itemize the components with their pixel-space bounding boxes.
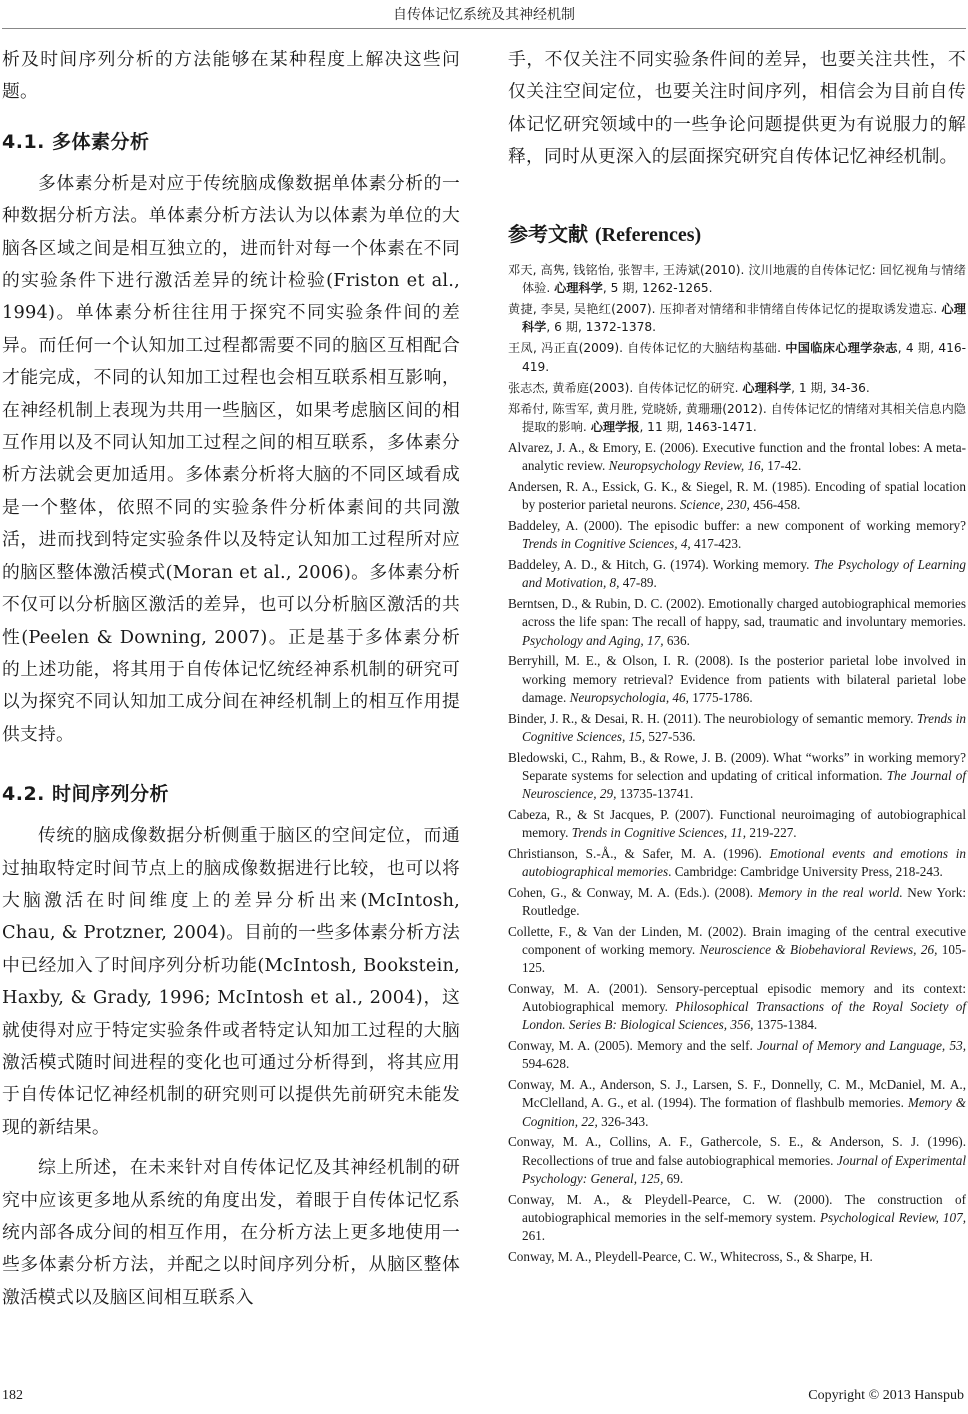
reference-pages: . New York: Routledge. <box>522 884 967 919</box>
reference-source: 心理科学 <box>742 380 792 395</box>
reference-entry <box>508 261 966 298</box>
section-4-2-heading: 4.2. 时间序列分析 <box>2 783 169 806</box>
reference-text: 黄捷, 李昊, 吴艳红(2007). 压抑者对情绪和非情绪自传体记忆的提取诱发遗忘. <box>508 302 942 317</box>
reference-entry <box>508 1191 966 1246</box>
reference-text: Cabeza, R., & St Jacques, P. (2007). Functional neuroimaging of autobiographical memory. <box>508 806 966 841</box>
reference-entry <box>508 400 966 437</box>
section-4-1-paragraph: 多体素分析是对应于传统脑成像数据单体素分析的一种数据分析方法。单体素分析方法认为以体素为单位的大脑各区域之间是相互独立的，进而针对每一个体素在不同的实验条件下进行激活差异的统计检验(Friston et al., 1994)。单体素分析往往用于探究不同实验条件间的差异。而任何一个认知加工过程都需要不同的脑区互相配合才能完成，不同的认知加工过程也会相互联系相互影响，在神经机制上表现为共用一些脑区，如果考虑脑区间的相互作用以及不同认知加工过程之间的相互联系，多体素分析方法就会更加适用。多体素分析将大脑的不同区域看成是一个整体，依照不同的实验条件分析体素间的共同激活，进而找到特定实验条件以及特定认知加工过程所对应的脑区整体激活模式(Moran et al., 2006)。多体素分析不仅可以分析脑区激活的差异，也可以分析脑区激活的共性(Peelen & Downing, 2007)。正是基于多体素分析的上述功能，将其用于自传体记忆统经神系机制的研究可以为探究不同认知加工成分间在神经机制上的相互作用提供支持。 <box>2 172 460 745</box>
running-header: 自传体记忆系统及其神经机制 <box>393 7 575 23</box>
reference-pages: , 6 期, 1372-1378. <box>546 320 656 335</box>
reference-pages: 17-42. <box>763 458 802 474</box>
reference-text: Baddeley, A. D., & Hitch, G. (1974). Working memory. <box>508 557 814 573</box>
reference-pages: 1375-1384. <box>753 1017 818 1033</box>
reference-text: Conway, M. A. (2001). Sensory-perceptual episodic memory and its context: Autobiographical memory. <box>508 981 966 1015</box>
reference-entry <box>508 749 966 804</box>
reference-source: Psychological Review, 107, <box>819 1209 966 1225</box>
references-title-en: (References) <box>594 223 702 246</box>
reference-text: Binder, J. R., & Desai, R. H. (2011). The neurobiology of semantic memory. <box>508 710 917 726</box>
references-title-zh: 参考文献 <box>508 221 588 246</box>
reference-entry <box>508 595 966 650</box>
reference-entry <box>508 1037 966 1073</box>
reference-source: Journal of Memory and Language, 53, <box>757 1038 966 1054</box>
header-divider <box>2 28 966 29</box>
reference-entry <box>508 517 966 553</box>
reference-source: Neuropsychology Review, 16, <box>608 458 764 474</box>
reference-entry <box>508 884 966 920</box>
reference-pages: 527-536. <box>645 728 696 744</box>
page-number: 182 <box>2 1388 23 1403</box>
reference-source: Journal of Experimental Psychology: General, 125, <box>522 1152 967 1186</box>
reference-pages: 105-125. <box>522 942 966 976</box>
reference-source: Philosophical Transactions of the Royal Society of London. Series B: Biological Sciences, 356, <box>522 999 966 1033</box>
reference-pages: 261. <box>522 1228 546 1244</box>
reference-entry <box>508 1076 966 1131</box>
reference-text: Bledowski, C., Rahm, B., & Rowe, J. B. (2009). What “works” in working memory? Separate systems for selection and updating of critical information. <box>508 749 966 783</box>
reference-entry <box>508 300 966 337</box>
reference-source: Emotional events and emotions in autobiographical memories <box>522 845 966 880</box>
reference-entry <box>508 379 966 397</box>
left-column <box>2 44 460 1314</box>
reference-entry <box>508 980 966 1035</box>
right-column <box>508 44 966 1269</box>
summary-paragraph-end: 手，不仅关注不同实验条件间的差异，也要关注共性，不仅关注空间定位，也要关注时间序列，相信会为目前自传体记忆研究领域中的一些争论问题提供更为有说服力的解释，同时从更深入的层面探究研究自传体记忆神经机制。 <box>508 49 966 168</box>
reference-source: Science, 230, <box>679 497 750 513</box>
reference-entry <box>508 923 966 978</box>
reference-list <box>508 261 966 1266</box>
reference-entry <box>508 339 966 376</box>
reference-source: Trends in Cognitive Sciences, 15, <box>522 710 966 744</box>
reference-text: Berntsen, D., & Rubin, D. C. (2002). Emotionally charged autobiographical memories across the life span: The recall of happy, sad, traumatic and involuntary memories. <box>508 596 966 630</box>
reference-source: 心理学报 <box>590 420 640 435</box>
reference-entry <box>508 439 966 475</box>
reference-source: Trends in Cognitive Sciences, 11, <box>571 825 747 841</box>
reference-text: Conway, M. A., Pleydell-Pearce, C. W., Whitecross, S., & Sharpe, H. <box>508 1248 873 1264</box>
copyright-notice: Copyright © 2013 Hanspub <box>808 1388 964 1403</box>
section-4-2-paragraph: 传统的脑成像数据分析侧重于脑区的空间定位，而通过抽取特定时间节点上的脑成像数据进行比较，也可以将大脑激活在时间维度上的差异分析出来(McIntosh, Chau, & Protzner, 2004)。目前的一些多体素分析方法中已经加入了时间序列分析功能(McIntosh, Bookstein, Haxby, & Grady, 1996; McIntosh et al., 2004)，这就使得对应于特定实验条件或者特定认知加工过程的大脑激活模式随时间进程的变化也可通过分析得到，将其应用于自传体记忆神经机制的研究则可以提供先前研究未能发现的新结果。 <box>2 825 460 1138</box>
reference-pages: 1775-1786. <box>688 689 753 705</box>
reference-text: 王凤, 冯正直(2009). 自传体记忆的大脑结构基础. <box>508 341 786 356</box>
reference-pages: , 5 期, 1262-1265. <box>602 281 713 296</box>
reference-pages: . Cambridge: Cambridge University Press, 218-243. <box>668 864 943 880</box>
reference-source: The Psychology of Learning and Motivation, 8, <box>522 557 966 591</box>
reference-source: Neuroscience & Biobehavioral Reviews, 26, <box>699 942 938 958</box>
reference-pages: 326-343. <box>597 1113 649 1129</box>
reference-text: Cohen, G., & Conway, M. A. (Eds.). (2008). <box>508 884 758 900</box>
reference-pages: 456-458. <box>749 497 801 513</box>
reference-text: Alvarez, J. A., & Emory, E. (2006). Executive function and the frontal lobes: A meta-analytic review. <box>508 440 966 474</box>
intro-paragraph: 析及时间序列分析的方法能够在某种程度上解决这些问题。 <box>2 49 460 103</box>
reference-text: Collette, F., & Van der Linden, M. (2002). Brain imaging of the central executive component of working memory. <box>508 923 966 958</box>
reference-entry <box>508 710 966 746</box>
reference-text: Christianson, S.-Å., & Safer, M. A. (1996). <box>508 845 770 861</box>
reference-text: Andersen, R. A., Essick, G. K., & Siegel, R. M. (1985). Encoding of spatial location by posterior parietal neurons. <box>508 479 966 513</box>
reference-text: Baddeley, A. (2000). The episodic buffer: a new component of working memory? <box>508 518 966 534</box>
reference-pages: 47-89. <box>619 575 657 591</box>
reference-source: Memory & Cognition, 22, <box>522 1095 966 1129</box>
reference-entry <box>508 478 966 514</box>
reference-text: Conway, M. A., & Pleydell-Pearce, C. W. (2000). The construction of autobiographical memories in the self-memory system. <box>508 1191 966 1225</box>
reference-pages: 594-628. <box>522 1056 570 1072</box>
reference-pages: 636. <box>663 632 690 648</box>
reference-source: 心理科学 <box>554 281 603 296</box>
reference-source: Trends in Cognitive Sciences, 4, <box>522 536 691 552</box>
reference-source: 中国临床心理学杂志 <box>785 341 898 356</box>
reference-text: Conway, M. A., Collins, A. F., Gathercole, S. E., & Anderson, S. J. (1996). Recollections of true and false autobiographical memories. <box>508 1134 966 1168</box>
reference-text: 张志杰, 黄希庭(2003). 自传体记忆的研究. <box>508 380 743 395</box>
reference-text: Conway, M. A., Anderson, S. J., Larsen, S. F., Donnelly, C. M., McDaniel, M. A., McClelland, A. G., et al. (1994). The formation of flashbulb memories. <box>508 1077 966 1111</box>
reference-entry <box>508 1133 966 1188</box>
reference-text: Conway, M. A. (2005). Memory and the self. <box>508 1038 758 1054</box>
reference-pages: , 4 期, 416-419. <box>522 341 966 374</box>
reference-text: Berryhill, M. E., & Olson, I. R. (2008). Is the posterior parietal lobe involved in working memory retrieval? Evidence from patients with bilateral parietal lobe damage. <box>508 653 966 705</box>
reference-pages: 219-227. <box>746 825 797 841</box>
reference-pages: , 1 期, 34-36. <box>791 380 870 395</box>
reference-pages: 13735-13741. <box>616 786 694 802</box>
reference-source: 心理科学 <box>522 302 966 335</box>
reference-pages: 69. <box>663 1170 684 1186</box>
reference-text: 邓天, 高隽, 钱铭怡, 张智丰, 王涛斌(2010). 汶川地震的自传体记忆: 回忆视角与情绪体验. <box>508 262 966 296</box>
reference-entry <box>508 1248 966 1266</box>
reference-source: The Journal of Neuroscience, 29, <box>522 767 966 802</box>
summary-paragraph-start: 综上所述，在未来针对自传体记忆及其神经机制的研究中应该更多地从系统的角度出发，着眼于自传体记忆系统内部各成分间的相互作用，在分析方法上更多地使用一些多体素分析方法，并配之以时间序列分析，从脑区整体激活模式以及脑区间相互联系入 <box>2 1157 460 1308</box>
reference-source: Neuropsychologia, 46, <box>569 689 689 705</box>
reference-text: 郑希付, 陈雪军, 黄月胜, 党晓娇, 黄珊珊(2012). 自传体记忆的情绪对其相关信息内隐提取的影响. <box>508 401 966 435</box>
references-title <box>508 218 966 247</box>
reference-pages: 417-423. <box>690 536 742 552</box>
reference-source: Memory in the real world <box>757 884 900 900</box>
reference-entry <box>508 845 966 881</box>
reference-pages: , 11 期, 1463-1471. <box>639 420 757 435</box>
reference-entry <box>508 806 966 842</box>
reference-entry <box>508 652 966 707</box>
section-4-1-heading: 4.1. 多体素分析 <box>2 130 150 153</box>
reference-source: Psychology and Aging, 17, <box>522 632 664 648</box>
reference-entry <box>508 556 966 592</box>
